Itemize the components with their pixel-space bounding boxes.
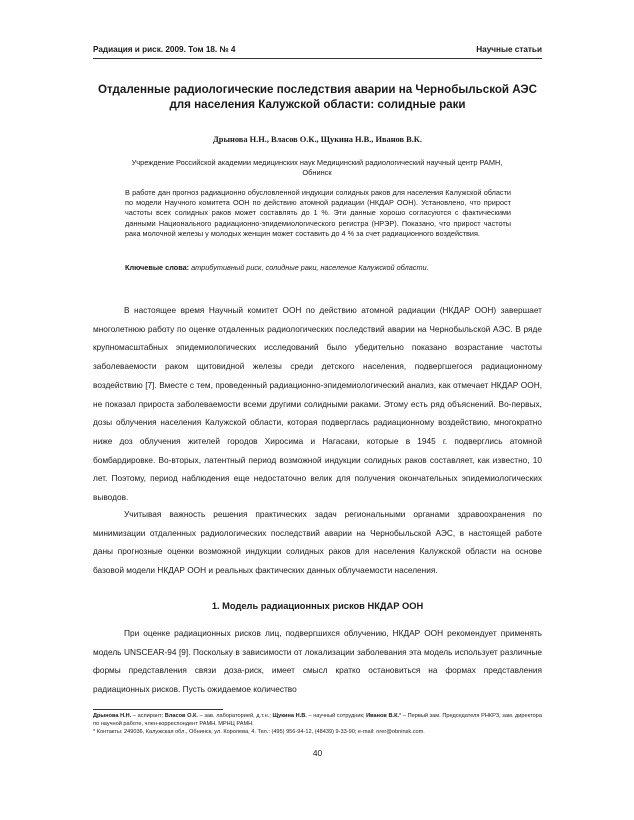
abstract: В работе дан прогноз радиационно обусловленной индукции солидных раков для населения Калужской области по модели Научного комитета ООН по действию атомной радиации (НКДАР ООН). Установлено, что прирост частоты всех солидных раков может составлять до 1 %. Эти данные хорошо согласуются с фактическими данными Национального радиационно-эпидемиологического регистра (НРЭР). Показано, что прирост частоты рака молочной железы у молодых женщин может составить до 4 % за счет радиационного воздействия.: [125, 188, 511, 238]
keywords: [125, 263, 511, 273]
footnote-author-name: Власов О.К.: [164, 713, 198, 719]
article-title: Отдаленные радиологические последствия аварии на Чернобыльской АЭС для населения Калужской области: солидные раки: [98, 83, 537, 111]
keywords-text: атрибутивный риск, солидные раки, население Калужской области.: [191, 263, 429, 272]
section-heading: 1. Модель радиационных рисков НКДАР ООН: [211, 601, 424, 611]
footnote-author-role: * – Первый зам. Председателя РНКРЗ, зам. директора по научной работе, член-корреспондент РАМН. МРНЦ РАМН.: [93, 713, 542, 728]
keywords-label: Ключевые слова:: [125, 263, 190, 272]
footnote-author-role: – научный сотрудник;: [306, 713, 367, 719]
journal-citation: Радиация и риск. 2009. Том 18. № 4: [93, 45, 236, 54]
journal-section: Научные статьи: [476, 45, 542, 54]
running-header: [93, 45, 542, 59]
author-list: Дрынова Н.Н., Власов О.К., Щукина Н.В., Иванов В.К.: [213, 135, 422, 144]
body-paragraph: При оценке радиационных рисков лиц, подвергшихся облучению, НКДАР ООН рекомендует применять модель UNSCEAR-94 [9]. Поскольку в зависимости от локализации заболевания эта модель использует различные формы представления связи доза-риск, имеет смысл кратко остановиться на формах представления радиационных рисков. Пусть ожидаемое количество: [93, 628, 542, 695]
footnote: [93, 712, 542, 737]
affiliation: Учреждение Российской академии медицинских наук Медицинский радиологический научный центр РАМН, Обнинск: [131, 158, 503, 177]
footnote-divider: [93, 709, 223, 710]
footnote-author-name: Иванов В.К.: [366, 713, 400, 719]
footnote-contacts: * Контакты: 249036, Калужская обл., Обнинск, ул. Королева, 4. Тел.: (495) 956-94-12, (48439) 9-33-90; e-mail: nrer@obninsk.com.: [93, 729, 425, 736]
body-paragraph: Учитывая важность решения практических задач региональными органами здравоохранения по минимизации отдаленных радиологических последствий аварии на Чернобыльской АЭС, в настоящей работе даны прогнозные оценки возможной индукции солидных раков для населения Калужской области на основе базовой модели НКДАР ООН и реальных фактических данных облучаемости населения.: [93, 509, 542, 576]
footnote-authors: [93, 712, 542, 728]
footnote-author-name: Щукина Н.В.: [272, 713, 307, 719]
body-paragraph: В настоящее время Научный комитет ООН по действию атомной радиации (НКДАР ООН) завершает многолетнюю работу по оценке отдаленных радиологических последствий аварии на Чернобыльской АЭС. В ряде крупномасштабных эпидемиологических исследований было убедительно показано возрастание частоты заболеваемости раком щитовидной железы среди детского населения, подвергшегося радиационному воздействию [7]. Вместе с тем, проведенный радиационно-эпидемиологический анализ, как отмечает НКДАР ООН, не показал прироста заболеваемости всеми другими солидными раками. Этому есть ряд объяснений. Во-первых, дозы облучения населения Калужской области, которая подверглась радиационному воздействию, многократно ниже доз облучения жителей городов Хиросима и Нагасаки, которые в 1945 г. подверглись атомной бомбардировке. Во-вторых, латентный период возможной индукции солидных раков составляет, как известно, 10 лет. Поэтому, период наблюдения еще недостаточно велик для получения окончательных эпидемиологических выводов.: [93, 305, 542, 503]
footnote-author-role: – аспирант;: [131, 713, 165, 719]
footnote-author-role: – зав. лабораторией, д.т.н.;: [197, 713, 273, 719]
header-divider: [93, 58, 542, 59]
page-number: 40: [312, 748, 323, 758]
footnote-author-name: Дрынова Н.Н.: [93, 713, 132, 719]
